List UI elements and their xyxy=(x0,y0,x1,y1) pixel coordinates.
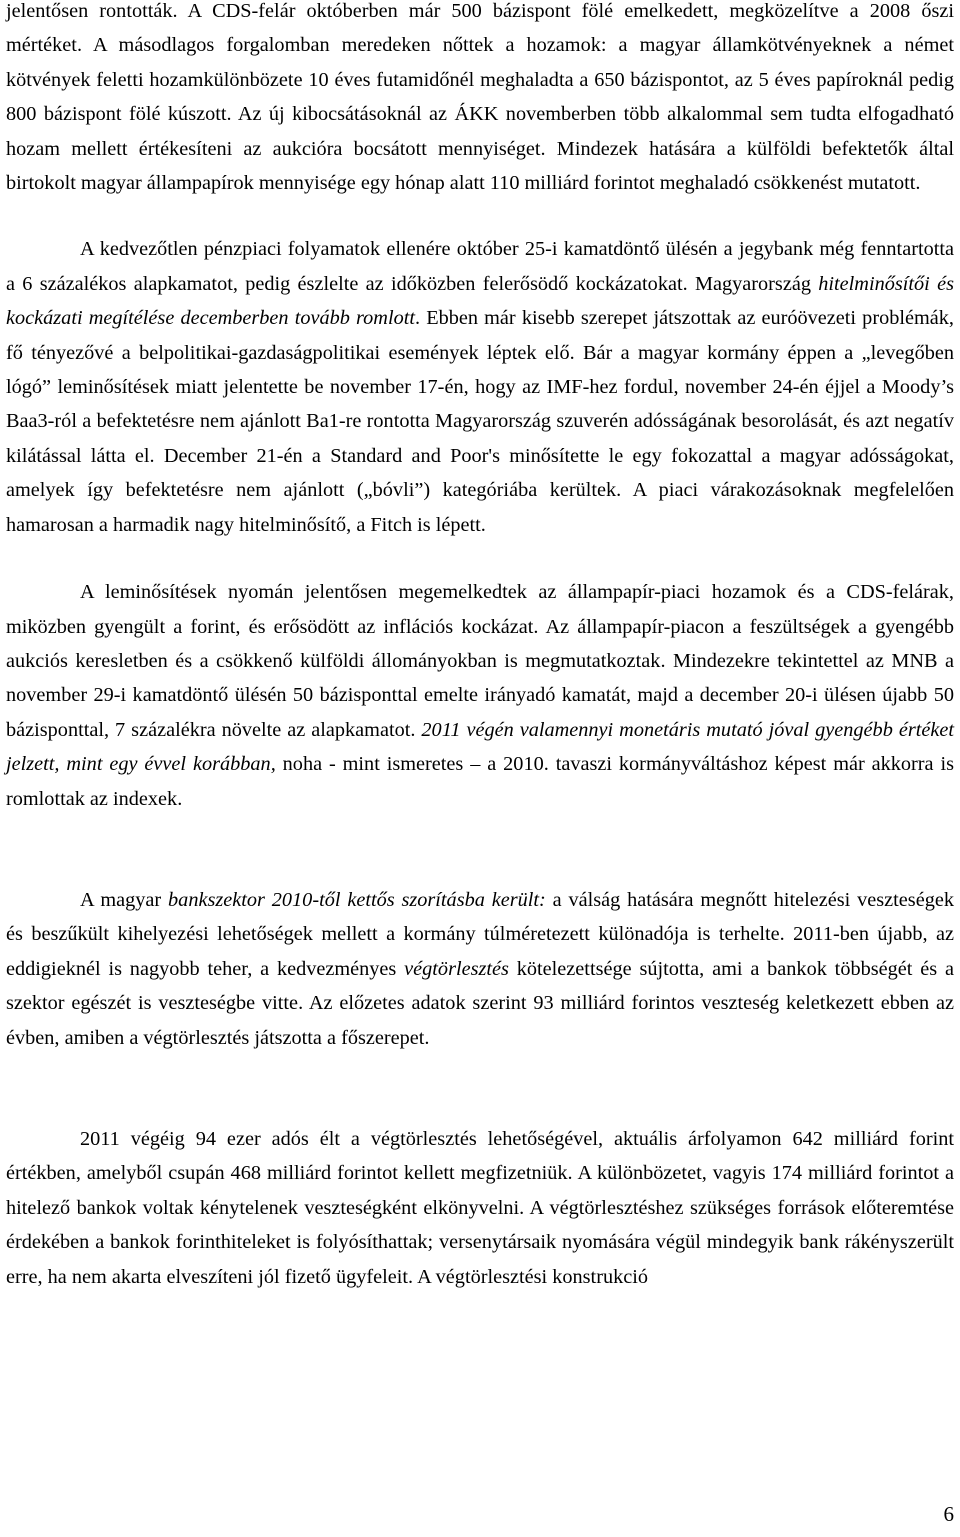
paragraph-3 xyxy=(6,575,954,816)
emphasis-text: végtörlesztés xyxy=(404,957,509,980)
text-run: A kedvezőtlen pénzpiaci folyamatok ellenére október 25-i kamatdöntő ülésén a jegybank még fenntartotta a 6 százalékos alapkamatot, pedig észlelte az időközben felerősödő kockázatokat. Magyarország xyxy=(6,238,954,295)
document-page xyxy=(6,0,954,1294)
text-run: 2011 végéig 94 ezer adós élt a végtörlesztés lehetőségével, aktuális árfolyamon 642 milliárd forint értékben, amelyből csupán 468 milliárd forintot kellett megfizetniük. A különbözetet, vagyis 174 milliárd forintot a hitelező bankok voltak kénytelenek veszteségként elkönyvelni. A végtörlesztéshez szükséges források előteremtése érdekében a bankok forinthiteleket is folyósíthattak; versenytársaik nyomására végül mindegyik bank rákényszerült erre, ha nem akarta elveszíteni jól fizető ügyfeleit. A végtörlesztési konstrukció xyxy=(6,1127,954,1288)
text-run: A magyar xyxy=(80,888,169,911)
paragraph-5 xyxy=(6,1122,954,1294)
emphasis-text: bankszektor 2010-től kettős szorításba került: xyxy=(168,888,546,911)
text-run: a válság hatására megnőtt hitelezési veszteségek és beszűkült kihelyezési lehetőségek mellett a kormány túlméretezett különadója is terhelte. 2011-ben újabb, az eddigieknél is nagyobb teher, a kedvezményes xyxy=(6,888,954,980)
text-run: A leminősítések nyomán jelentősen megemelkedtek az állampapír-piaci hozamok és a CDS-felárak, miközben gyengült a forint, és erősödött az inflációs kockázat. Az állampapír-piacon a feszültségek a gyengébb aukciós keresletben és a csökkenő külföldi állományokban is megmutatkoztak. Mindezekre tekintettel az MNB a november 29-i kamatdöntő ülésén 50 bázisponttal emelte irányadó kamatát, majd a december 20-i ülésen újabb 50 bázisponttal, 7 százalékra növelte az alapkamatot. xyxy=(6,581,954,741)
paragraph-2 xyxy=(6,232,954,542)
paragraph-4 xyxy=(6,883,954,1055)
page-number: 6 xyxy=(943,1502,954,1526)
text-run: jelentősen rontották. A CDS-felár októberben már 500 bázispont fölé emelkedett, megközelítve a 2008 őszi mértéket. A másodlagos forgalomban meredeken nőttek a hozamok: a magyar államkötvényeknek a német kötvények feletti hozamkülönbözete 10 éves futamidőnél meghaladta a 650 bázispontot, az 5 éves papíroknál pedig 800 bázispont fölé kúszott. Az új kibocsátásoknál az ÁKK novemberben több alkalommal sem tudta elfogadható hozam mellett értékesíteni az aukcióra bocsátott mennyiséget. Mindezek hatására a külföldi befektetők által birtokolt magyar állampapírok mennyisége egy hónap alatt 110 milliárd forintot meghaladó csökkenést mutatott. xyxy=(6,0,954,195)
text-run: noha - mint ismeretes – a 2010. tavaszi kormányváltáshoz képest már akkorra is romlottak az indexek. xyxy=(6,753,954,810)
paragraph-1 xyxy=(6,0,954,200)
text-run: . Ebben már kisebb szerepet játszottak az euróövezeti problémák, fő tényezővé a belpolitikai-gazdaságpolitikai események léptek elő. Bár a magyar kormány éppen a „levegőben lógó” leminősítések miatt jelentette be november 17-én, hogy az IMF-hez fordul, november 24-én éjjel a Moody’s Baa3-ról a befektetésre nem ajánlott Ba1-re rontotta Magyarország szuverén adósságának besorolását, és azt negatív kilátással látta el. December 21-én a Standard and Poor's minősítette le egy fokozattal a magyar adósságokat, amelyek így befektetésre nem ajánlott („bóvli”) kategóriába kerültek. A piaci várakozásoknak megfelelően hamarosan a harmadik nagy hitelminősítő, a Fitch is lépett. xyxy=(6,307,954,536)
text-run: kötelezettsége sújtotta, ami a bankok többségét és a szektor egészét is veszteségbe vitte. Az előzetes adatok szerint 93 milliárd forintos veszteség keletkezett ebben az évben, amiben a végtörlesztés játszotta a főszerepet. xyxy=(6,957,954,1049)
emphasis-text: 2011 végén valamennyi monetáris mutató jóval gyengébb értéket jelzett, mint egy évvel korábban, xyxy=(6,718,954,776)
emphasis-text: hitelminősítői és kockázati megítélése decemberben tovább romlott xyxy=(6,272,954,330)
